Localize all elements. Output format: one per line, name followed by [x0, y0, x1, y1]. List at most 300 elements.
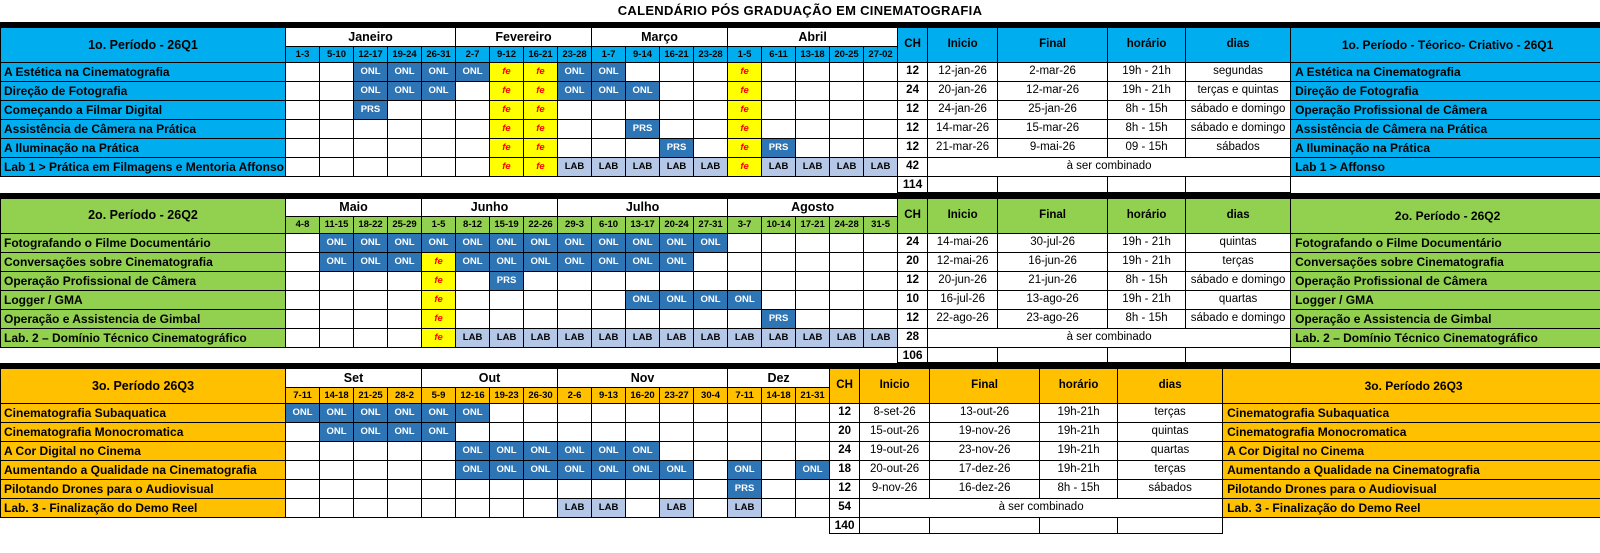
course-name-right: Logger / GMA — [1291, 290, 1600, 309]
schedule-cell-empty — [320, 63, 354, 82]
schedule-cell-onl: ONL — [490, 461, 524, 480]
schedule-cell-empty — [490, 290, 524, 309]
schedule-cell-lab: LAB — [694, 158, 728, 177]
schedule-cell-empty — [592, 423, 626, 442]
week-label: 31-5 — [864, 217, 898, 233]
schedule-cell-onl: ONL — [388, 63, 422, 82]
course-days: terças e quintas — [1186, 82, 1291, 101]
schedule-cell-onl: ONL — [388, 82, 422, 101]
week-label: 20-25 — [830, 46, 864, 62]
course-time: 19h - 21h — [1108, 63, 1186, 82]
schedule-cell-empty — [660, 120, 694, 139]
schedule-cell-fe: fe — [490, 158, 524, 177]
schedule-cell-onl: ONL — [524, 252, 558, 271]
total-blank — [1040, 518, 1118, 534]
schedule-cell-empty — [660, 404, 694, 423]
schedule-cell-empty — [354, 290, 388, 309]
week-label: 27-31 — [694, 217, 728, 233]
week-label: 13-18 — [796, 46, 830, 62]
schedule-cell-empty — [320, 309, 354, 328]
schedule-cell-empty — [796, 252, 830, 271]
schedule-cell-lab: LAB — [830, 328, 864, 347]
month-header: Junho — [422, 198, 558, 217]
schedule-cell-empty — [388, 101, 422, 120]
schedule-cell-empty — [762, 480, 796, 499]
schedule-cell-empty — [830, 63, 864, 82]
course-start: 15-out-26 — [860, 423, 930, 442]
schedule-cell-fe: fe — [422, 309, 456, 328]
course-days: terças — [1186, 252, 1291, 271]
schedule-cell-empty — [796, 101, 830, 120]
table-row — [1, 499, 1600, 518]
schedule-cell-empty — [728, 233, 762, 252]
course-start: 22-ago-26 — [928, 309, 998, 328]
course-hours: 12 — [898, 63, 928, 82]
schedule-cell-empty — [286, 423, 320, 442]
col-header-horário: horário — [1108, 198, 1186, 233]
course-name: Assistência de Câmera na Prática — [1, 120, 286, 139]
schedule-cell-onl: ONL — [558, 233, 592, 252]
week-label: 20-24 — [660, 217, 694, 233]
course-hours: 54 — [830, 499, 860, 518]
week-label: 24-28 — [830, 217, 864, 233]
schedule-cell-onl: ONL — [320, 404, 354, 423]
course-name-right: Cinematografia Monocromatica — [1223, 423, 1600, 442]
schedule-cell-empty — [354, 271, 388, 290]
course-start: 24-jan-26 — [928, 101, 998, 120]
schedule-cell-empty — [694, 63, 728, 82]
week-label: 23-27 — [660, 387, 694, 403]
schedule-cell-empty — [286, 63, 320, 82]
course-end: 12-mar-26 — [998, 82, 1108, 101]
schedule-cell-empty — [422, 158, 456, 177]
schedule-cell-empty — [286, 252, 320, 271]
schedule-cell-onl: ONL — [524, 461, 558, 480]
course-time: 8h - 15h — [1108, 271, 1186, 290]
schedule-cell-lab: LAB — [728, 328, 762, 347]
total-blank — [1186, 177, 1291, 193]
schedule-cell-lab: LAB — [762, 158, 796, 177]
schedule-cell-empty — [524, 404, 558, 423]
schedule-cell-empty — [456, 158, 490, 177]
course-name: A Iluminação na Prática — [1, 139, 286, 158]
week-label: 29-3 — [558, 217, 592, 233]
course-start: 20-out-26 — [860, 461, 930, 480]
schedule-cell-empty — [558, 271, 592, 290]
total-blank — [1291, 177, 1600, 193]
table-row — [1, 252, 1600, 271]
schedule-cell-empty — [320, 139, 354, 158]
course-start: 14-mai-26 — [928, 233, 998, 252]
schedule-cell-lab: LAB — [694, 328, 728, 347]
course-days: quintas — [1186, 233, 1291, 252]
course-time: 8h - 15h — [1108, 120, 1186, 139]
total-row — [1, 518, 1600, 534]
course-days: quartas — [1186, 290, 1291, 309]
table-row — [1, 290, 1600, 309]
schedule-cell-onl: ONL — [286, 404, 320, 423]
course-name-right: A Cor Digital no Cinema — [1223, 442, 1600, 461]
col-header-final: Final — [998, 198, 1108, 233]
schedule-cell-empty — [796, 233, 830, 252]
total-spacer — [1, 177, 898, 193]
schedule-cell-empty — [694, 309, 728, 328]
schedule-cell-empty — [286, 290, 320, 309]
schedule-cell-empty — [422, 461, 456, 480]
col-header-horário: horário — [1040, 369, 1118, 404]
table-row — [1, 442, 1600, 461]
schedule-cell-empty — [626, 404, 660, 423]
month-header: Julho — [558, 198, 728, 217]
week-label: 21-31 — [796, 387, 830, 403]
week-label: 23-28 — [694, 46, 728, 62]
course-name-right: Conversações sobre Cinematografia — [1291, 252, 1600, 271]
schedule-cell-empty — [830, 290, 864, 309]
course-days: terças — [1118, 404, 1223, 423]
course-hours: 12 — [898, 309, 928, 328]
schedule-cell-empty — [320, 82, 354, 101]
table-row — [1, 158, 1600, 177]
course-end: 19-nov-26 — [930, 423, 1040, 442]
schedule-cell-prs: PRS — [762, 309, 796, 328]
total-spacer — [1, 347, 898, 363]
schedule-cell-empty — [592, 271, 626, 290]
period-title-right: 3o. Período 26Q3 — [1223, 369, 1600, 404]
schedule-cell-empty — [490, 423, 524, 442]
schedule-cell-lab: LAB — [456, 328, 490, 347]
month-header: Dez — [728, 369, 830, 388]
course-name: Conversações sobre Cinematografia — [1, 252, 286, 271]
course-name: A Estética na Cinematografia — [1, 63, 286, 82]
total-blank — [1291, 347, 1600, 363]
schedule-cell-empty — [660, 442, 694, 461]
schedule-cell-empty — [286, 499, 320, 518]
schedule-cell-lab: LAB — [558, 499, 592, 518]
col-header-inicio: Inicio — [860, 369, 930, 404]
schedule-cell-onl: ONL — [490, 252, 524, 271]
schedule-cell-empty — [592, 404, 626, 423]
schedule-cell-onl: ONL — [354, 82, 388, 101]
week-label: 30-4 — [694, 387, 728, 403]
schedule-cell-onl: ONL — [490, 233, 524, 252]
schedule-cell-onl: ONL — [490, 442, 524, 461]
schedule-cell-onl: ONL — [456, 461, 490, 480]
schedule-cell-empty — [728, 404, 762, 423]
week-label: 5-9 — [422, 387, 456, 403]
schedule-cell-empty — [388, 328, 422, 347]
schedule-cell-lab: LAB — [660, 499, 694, 518]
course-name: Operação Profissional de Câmera — [1, 271, 286, 290]
total-spacer — [1, 518, 830, 534]
course-days: sábado e domingo — [1186, 271, 1291, 290]
schedule-cell-empty — [354, 139, 388, 158]
course-days: sábados — [1118, 480, 1223, 499]
table-row — [1, 120, 1600, 139]
schedule-cell-prs: PRS — [728, 480, 762, 499]
schedule-tbd: à ser combinado — [860, 499, 1223, 518]
schedule-cell-onl: ONL — [626, 82, 660, 101]
week-label: 18-22 — [354, 217, 388, 233]
course-end: 16-dez-26 — [930, 480, 1040, 499]
course-end: 15-mar-26 — [998, 120, 1108, 139]
week-label: 14-18 — [320, 387, 354, 403]
schedule-cell-fe: fe — [490, 63, 524, 82]
course-days: sábado e domingo — [1186, 309, 1291, 328]
schedule-cell-empty — [422, 499, 456, 518]
schedule-cell-onl: ONL — [626, 233, 660, 252]
schedule-cell-empty — [558, 309, 592, 328]
schedule-cell-fe: fe — [490, 139, 524, 158]
schedule-cell-onl: ONL — [660, 290, 694, 309]
table-row — [1, 309, 1600, 328]
schedule-cell-empty — [286, 139, 320, 158]
schedule-cell-empty — [320, 290, 354, 309]
month-header: Out — [422, 369, 558, 388]
course-days: terças — [1118, 461, 1223, 480]
schedule-cell-empty — [762, 120, 796, 139]
schedule-cell-empty — [796, 442, 830, 461]
schedule-cell-empty — [796, 480, 830, 499]
schedule-cell-empty — [388, 480, 422, 499]
schedule-cell-empty — [388, 271, 422, 290]
schedule-cell-empty — [796, 82, 830, 101]
course-days: quintas — [1118, 423, 1223, 442]
week-label: 1-7 — [592, 46, 626, 62]
course-name: Cinematografia Subaquatica — [1, 404, 286, 423]
course-name: Lab. 2 – Domínio Técnico Cinematográfico — [1, 328, 286, 347]
schedule-cell-empty — [864, 271, 898, 290]
schedule-cell-empty — [864, 309, 898, 328]
schedule-cell-fe: fe — [422, 252, 456, 271]
course-hours: 12 — [898, 101, 928, 120]
course-time: 8h - 15h — [1108, 309, 1186, 328]
schedule-cell-onl: ONL — [592, 63, 626, 82]
schedule-cell-lab: LAB — [864, 158, 898, 177]
course-end: 25-jan-26 — [998, 101, 1108, 120]
schedule-cell-empty — [320, 271, 354, 290]
course-start: 21-mar-26 — [928, 139, 998, 158]
schedule-cell-empty — [830, 82, 864, 101]
schedule-cell-empty — [796, 404, 830, 423]
schedule-tbd: à ser combinado — [928, 328, 1291, 347]
schedule-cell-onl: ONL — [558, 461, 592, 480]
course-days: sábado e domingo — [1186, 120, 1291, 139]
course-name-right: Pilotando Drones para o Audiovisual — [1223, 480, 1600, 499]
week-label: 7-11 — [728, 387, 762, 403]
schedule-cell-onl: ONL — [354, 423, 388, 442]
schedule-cell-onl: ONL — [728, 290, 762, 309]
schedule-cell-onl: ONL — [456, 442, 490, 461]
schedule-cell-empty — [626, 423, 660, 442]
schedule-cell-lab: LAB — [796, 158, 830, 177]
month-header: Abril — [728, 28, 898, 47]
week-label: 2-7 — [456, 46, 490, 62]
schedule-cell-fe: fe — [728, 82, 762, 101]
total-blank — [860, 518, 930, 534]
week-label: 9-13 — [592, 387, 626, 403]
schedule-cell-empty — [456, 271, 490, 290]
schedule-cell-lab: LAB — [558, 158, 592, 177]
schedule-cell-empty — [490, 309, 524, 328]
schedule-cell-empty — [694, 82, 728, 101]
schedule-cell-onl: ONL — [558, 252, 592, 271]
schedule-cell-empty — [558, 120, 592, 139]
course-time: 19h - 21h — [1108, 233, 1186, 252]
week-label: 11-15 — [320, 217, 354, 233]
schedule-cell-fe: fe — [728, 63, 762, 82]
schedule-cell-fe: fe — [422, 271, 456, 290]
week-label: 3-7 — [728, 217, 762, 233]
schedule-cell-fe: fe — [422, 328, 456, 347]
schedule-cell-empty — [388, 139, 422, 158]
schedule-cell-empty — [694, 480, 728, 499]
schedule-cell-empty — [728, 271, 762, 290]
period-table-p1 — [0, 27, 1600, 193]
table-row — [1, 271, 1600, 290]
week-label: 16-21 — [660, 46, 694, 62]
schedule-cell-empty — [694, 101, 728, 120]
schedule-cell-empty — [626, 271, 660, 290]
schedule-cell-onl: ONL — [694, 233, 728, 252]
schedule-cell-empty — [388, 158, 422, 177]
course-name-right: Lab 1 > Affonso — [1291, 158, 1600, 177]
schedule-cell-empty — [524, 290, 558, 309]
total-blank — [1186, 347, 1291, 363]
table-row — [1, 101, 1600, 120]
schedule-cell-empty — [558, 480, 592, 499]
schedule-cell-empty — [762, 101, 796, 120]
schedule-cell-empty — [286, 309, 320, 328]
course-name-right: Aumentando a Qualidade na Cinematografia — [1223, 461, 1600, 480]
schedule-cell-empty — [592, 139, 626, 158]
schedule-cell-onl: ONL — [626, 252, 660, 271]
course-days: quartas — [1118, 442, 1223, 461]
schedule-cell-empty — [422, 120, 456, 139]
total-hours: 140 — [830, 518, 860, 534]
schedule-cell-onl: ONL — [388, 252, 422, 271]
schedule-cell-empty — [354, 480, 388, 499]
week-label: 26-31 — [422, 46, 456, 62]
schedule-cell-empty — [286, 158, 320, 177]
course-time: 19h - 21h — [1108, 252, 1186, 271]
course-end: 13-ago-26 — [998, 290, 1108, 309]
course-time: 19h-21h — [1040, 461, 1118, 480]
schedule-cell-lab: LAB — [864, 328, 898, 347]
calendar-blocks — [0, 22, 1600, 534]
week-label: 25-29 — [388, 217, 422, 233]
course-hours: 24 — [898, 233, 928, 252]
course-time: 19h-21h — [1040, 404, 1118, 423]
course-name: Começando a Filmar Digital — [1, 101, 286, 120]
schedule-cell-empty — [388, 309, 422, 328]
schedule-cell-empty — [694, 442, 728, 461]
period-title: 1o. Período - 26Q1 — [1, 28, 286, 63]
course-start: 9-nov-26 — [860, 480, 930, 499]
schedule-cell-prs: PRS — [626, 120, 660, 139]
schedule-cell-onl: ONL — [558, 82, 592, 101]
schedule-cell-empty — [694, 404, 728, 423]
week-label: 8-12 — [456, 217, 490, 233]
schedule-cell-onl: ONL — [558, 442, 592, 461]
schedule-cell-prs: PRS — [490, 271, 524, 290]
course-name: Aumentando a Qualidade na Cinematografia — [1, 461, 286, 480]
schedule-cell-fe: fe — [728, 139, 762, 158]
course-name-right: Fotografando o Filme Documentário — [1291, 233, 1600, 252]
table-row — [1, 404, 1600, 423]
table-row — [1, 480, 1600, 499]
schedule-cell-empty — [830, 309, 864, 328]
month-header: Nov — [558, 369, 728, 388]
course-end: 2-mar-26 — [998, 63, 1108, 82]
schedule-cell-onl: ONL — [320, 423, 354, 442]
schedule-cell-onl: ONL — [592, 233, 626, 252]
schedule-cell-onl: ONL — [388, 423, 422, 442]
course-end: 23-ago-26 — [998, 309, 1108, 328]
month-header: Fevereiro — [456, 28, 592, 47]
schedule-cell-empty — [524, 423, 558, 442]
schedule-cell-empty — [796, 499, 830, 518]
schedule-cell-lab: LAB — [524, 328, 558, 347]
schedule-cell-empty — [456, 290, 490, 309]
total-row — [1, 177, 1600, 193]
total-blank — [1108, 177, 1186, 193]
course-name-right: Assistência de Câmera na Prática — [1291, 120, 1600, 139]
schedule-cell-empty — [388, 461, 422, 480]
schedule-cell-onl: ONL — [660, 252, 694, 271]
schedule-cell-empty — [320, 480, 354, 499]
table-row — [1, 233, 1600, 252]
schedule-cell-empty — [422, 480, 456, 499]
period-block-p1 — [0, 22, 1600, 193]
schedule-cell-empty — [354, 120, 388, 139]
total-blank — [998, 347, 1108, 363]
schedule-cell-empty — [830, 271, 864, 290]
period-table-p2 — [0, 198, 1600, 364]
course-hours: 12 — [898, 271, 928, 290]
schedule-cell-fe: fe — [524, 120, 558, 139]
schedule-cell-onl: ONL — [456, 63, 490, 82]
course-name: Cinematografia Monocromatica — [1, 423, 286, 442]
schedule-cell-empty — [354, 461, 388, 480]
course-time: 09 - 15h — [1108, 139, 1186, 158]
schedule-cell-empty — [524, 499, 558, 518]
table-row — [1, 461, 1600, 480]
schedule-cell-empty — [320, 158, 354, 177]
schedule-cell-empty — [830, 101, 864, 120]
schedule-cell-empty — [694, 271, 728, 290]
month-header: Janeiro — [286, 28, 456, 47]
course-hours: 24 — [830, 442, 860, 461]
week-label: 10-14 — [762, 217, 796, 233]
total-hours: 106 — [898, 347, 928, 363]
schedule-cell-onl: ONL — [626, 290, 660, 309]
schedule-cell-fe: fe — [524, 158, 558, 177]
total-blank — [928, 177, 998, 193]
table-row — [1, 63, 1600, 82]
schedule-cell-empty — [422, 101, 456, 120]
schedule-cell-empty — [728, 442, 762, 461]
course-hours: 20 — [830, 423, 860, 442]
schedule-cell-empty — [762, 404, 796, 423]
week-label: 12-16 — [456, 387, 490, 403]
schedule-cell-lab: LAB — [762, 328, 796, 347]
course-hours: 24 — [898, 82, 928, 101]
schedule-cell-fe: fe — [490, 101, 524, 120]
schedule-cell-empty — [388, 442, 422, 461]
schedule-cell-empty — [864, 290, 898, 309]
period-title-right: 2o. Período - 26Q2 — [1291, 198, 1600, 233]
schedule-cell-fe: fe — [728, 158, 762, 177]
